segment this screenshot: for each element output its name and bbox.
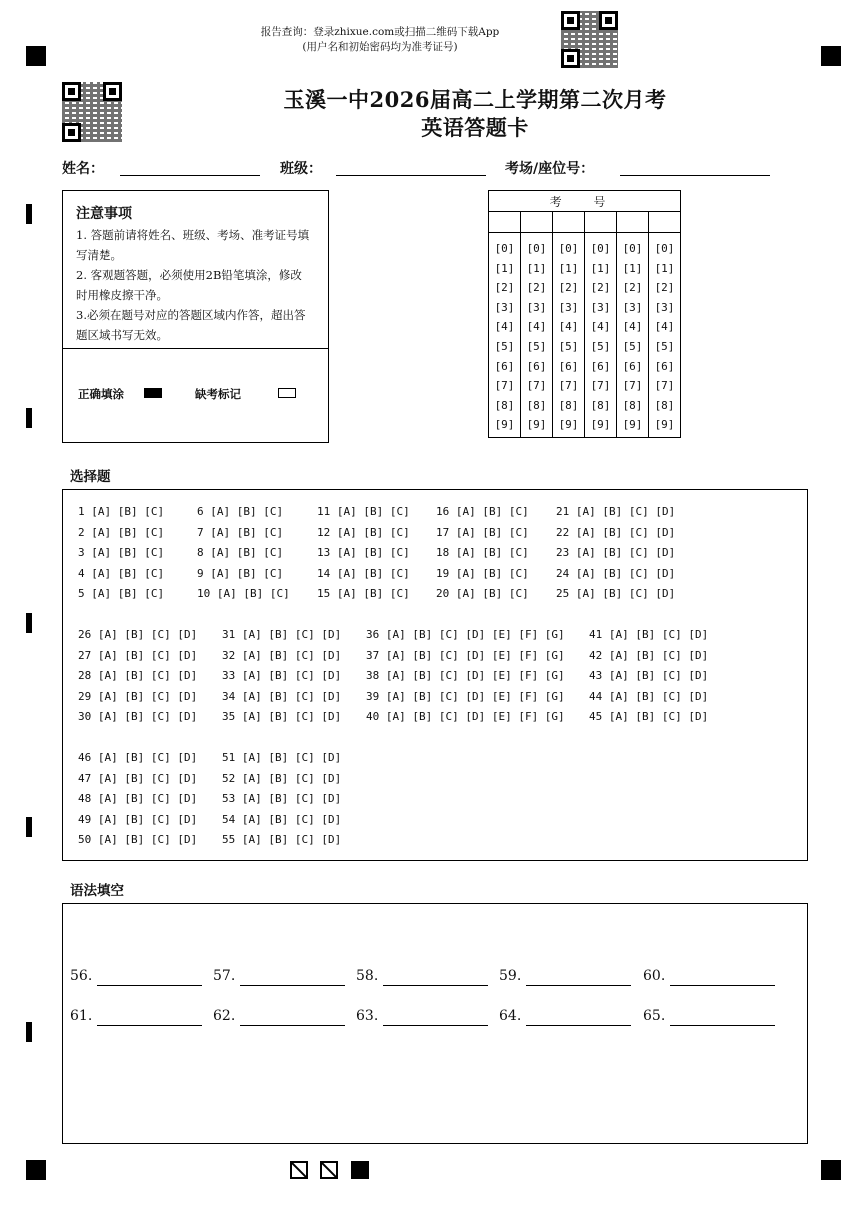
choice-question-row[interactable]: 6 [A] [B] [C] [197, 505, 284, 518]
grammar-item-number: 64. [499, 1008, 522, 1024]
exam-number-bubble[interactable]: [3] [622, 300, 643, 314]
grammar-item-number: 62. [213, 1008, 236, 1024]
timing-mark [26, 613, 32, 633]
choice-question-row[interactable]: 50 [A] [B] [C] [D] [78, 833, 198, 846]
exam-number-bubble[interactable]: [4] [654, 320, 675, 334]
exam-number-write-cell[interactable] [489, 212, 521, 233]
grammar-section-label: 语法填空 [70, 883, 124, 899]
exam-number-bubble[interactable]: [9] [590, 418, 611, 432]
exam-number-bubble[interactable]: [1] [622, 261, 643, 275]
grammar-blank-line[interactable] [240, 1025, 345, 1026]
choice-question-row[interactable]: 16 [A] [B] [C] [436, 505, 529, 518]
exam-number-bubble[interactable]: [2] [590, 281, 611, 295]
timing-mark [26, 204, 32, 224]
choice-question-row[interactable]: 18 [A] [B] [C] [436, 546, 529, 559]
choice-question-row[interactable]: 34 [A] [B] [C] [D] [222, 689, 342, 703]
name-label: 姓名： [62, 161, 104, 177]
corner-mark-top-left [26, 46, 46, 66]
choice-question-row[interactable]: 31 [A] [B] [C] [D] [222, 628, 342, 641]
choice-question-row[interactable]: 11 [A] [B] [C] [317, 505, 410, 518]
filled-box-mark [351, 1161, 369, 1179]
choice-column [222, 748, 341, 851]
choice-question-row[interactable]: 47 [A] [B] [C] [D] [78, 771, 198, 785]
exam-number-bubble[interactable]: [6] [654, 359, 675, 373]
exam-number-bubble[interactable]: [7] [526, 379, 547, 393]
choice-question-row[interactable]: 24 [A] [B] [C] [D] [556, 566, 676, 580]
grammar-item-number: 63. [356, 1008, 379, 1024]
correct-fill-label: 正确填涂 [78, 387, 124, 401]
exam-number-bubble[interactable]: [9] [526, 418, 547, 432]
choice-question-row[interactable]: 27 [A] [B] [C] [D] [78, 648, 198, 662]
exam-number-bubble[interactable]: [0] [526, 242, 547, 255]
exam-number-bubble[interactable]: [0] [622, 242, 643, 255]
exam-number-bubble[interactable]: [2] [558, 281, 579, 295]
choice-question-row[interactable]: 46 [A] [B] [C] [D] [78, 751, 198, 764]
absent-mark-box[interactable] [278, 388, 296, 398]
choice-question-row[interactable]: 41 [A] [B] [C] [D] [589, 628, 709, 641]
exam-number-bubble[interactable]: [4] [622, 320, 643, 334]
exam-number-bubble[interactable]: [1] [654, 261, 675, 275]
choice-question-row[interactable]: 21 [A] [B] [C] [D] [556, 505, 676, 518]
exam-number-bubble[interactable]: [7] [494, 379, 515, 393]
notes-item: 3.必须在题号对应的答题区域内作答，超出答题区域书写无效。 [76, 308, 306, 342]
timing-mark [26, 817, 32, 837]
choice-question-row[interactable]: 9 [A] [B] [C] [197, 566, 284, 580]
qr-code-student [62, 82, 122, 142]
exam-number-bubble[interactable]: [8] [494, 398, 515, 412]
choice-question-row[interactable]: 30 [A] [B] [C] [D] [78, 710, 198, 723]
exam-number-bubble[interactable]: [8] [622, 398, 643, 412]
choice-column [78, 748, 197, 851]
exam-number-bubble[interactable]: [0] [558, 242, 579, 255]
exam-number-digit-column [617, 233, 649, 438]
choice-question-row[interactable]: 42 [A] [B] [C] [D] [589, 648, 709, 662]
grammar-answer-area [62, 903, 808, 1144]
choice-question-row[interactable]: 32 [A] [B] [C] [D] [222, 648, 342, 662]
exam-number-bubble[interactable]: [2] [526, 281, 547, 295]
exam-number-bubble[interactable]: [0] [654, 242, 675, 255]
qr-code-app [561, 11, 618, 68]
choice-question-row[interactable]: 35 [A] [B] [C] [D] [222, 710, 342, 723]
exam-number-bubble[interactable]: [7] [590, 379, 611, 393]
choice-question-row[interactable]: 33 [A] [B] [C] [D] [222, 669, 342, 682]
report-query-note [230, 25, 530, 55]
exam-number-bubble[interactable]: [3] [654, 300, 675, 314]
exam-number-digit-column [585, 233, 617, 438]
exam-number-bubble[interactable]: [7] [654, 379, 675, 393]
timing-mark [26, 1022, 32, 1042]
choice-column [556, 502, 675, 605]
exam-number-write-cell[interactable] [617, 212, 649, 233]
choice-question-row[interactable]: 15 [A] [B] [C] [317, 587, 410, 600]
exam-number-write-cell[interactable] [649, 212, 681, 233]
absent-mark-label: 缺考标记 [195, 387, 241, 401]
exam-number-bubble[interactable]: [4] [558, 320, 579, 334]
exam-number-write-cell[interactable] [585, 212, 617, 233]
timing-mark [26, 408, 32, 428]
grammar-item-number: 57. [213, 968, 236, 984]
choice-question-row[interactable]: 4 [A] [B] [C] [78, 566, 165, 580]
grammar-blank-line[interactable] [240, 985, 345, 986]
grammar-item-number: 65. [643, 1008, 666, 1024]
exam-number-bubble[interactable]: [5] [590, 339, 611, 353]
exam-number-bubble[interactable]: [9] [622, 418, 643, 432]
notes-box [62, 190, 329, 443]
choice-question-row[interactable]: 1 [A] [B] [C] [78, 505, 165, 518]
notes-divider [63, 348, 328, 349]
exam-number-bubble[interactable]: [5] [622, 339, 643, 353]
choice-question-row[interactable]: 37 [A] [B] [C] [D] [E] [F] [G] [366, 648, 565, 662]
choice-question-row[interactable]: 14 [A] [B] [C] [317, 566, 410, 580]
choice-question-row[interactable]: 54 [A] [B] [C] [D] [222, 812, 342, 826]
exam-number-bubble[interactable]: [8] [654, 398, 675, 412]
exam-number-bubble[interactable]: [2] [654, 281, 675, 295]
choice-question-row[interactable]: 8 [A] [B] [C] [197, 546, 284, 559]
choice-question-row[interactable]: 20 [A] [B] [C] [436, 587, 529, 600]
grammar-blank-line[interactable] [97, 1025, 202, 1026]
exam-number-bubble[interactable]: [6] [622, 359, 643, 373]
choice-question-row[interactable]: 53 [A] [B] [C] [D] [222, 792, 342, 805]
choice-question-row[interactable]: 5 [A] [B] [C] [78, 587, 165, 600]
choice-question-row[interactable]: 55 [A] [B] [C] [D] [222, 833, 342, 846]
exam-number-bubble[interactable]: [8] [590, 398, 611, 412]
exam-number-bubble[interactable]: [9] [654, 418, 675, 432]
exam-number-bubble[interactable]: [1] [526, 261, 547, 275]
grammar-blank-line[interactable] [526, 1025, 631, 1026]
grammar-item-number: 58. [356, 968, 379, 984]
grammar-blank-line[interactable] [383, 1025, 488, 1026]
grammar-blank-line[interactable] [670, 985, 775, 986]
choice-column [317, 502, 410, 605]
exam-number-bubble[interactable]: [3] [558, 300, 579, 314]
exam-number-bubble[interactable]: [4] [494, 320, 515, 334]
choice-column [197, 502, 290, 605]
corner-mark-bottom-right [821, 1160, 841, 1180]
exam-number-bubble[interactable]: [2] [494, 281, 515, 295]
room-seat-label: 考场/座位号： [505, 161, 595, 177]
choice-question-row[interactable]: 40 [A] [B] [C] [D] [E] [F] [G] [366, 710, 565, 723]
exam-number-bubble[interactable]: [2] [622, 281, 643, 295]
choice-question-row[interactable]: 51 [A] [B] [C] [D] [222, 751, 342, 764]
choice-question-row[interactable]: 52 [A] [B] [C] [D] [222, 771, 342, 785]
exam-number-bubble[interactable]: [7] [558, 379, 579, 393]
choice-question-row[interactable]: 2 [A] [B] [C] [78, 525, 165, 539]
notes-item: 2. 客观题答题，必须使用2B铅笔填涂，修改时用橡皮擦干净。 [76, 268, 302, 302]
exam-number-bubble[interactable]: [1] [558, 261, 579, 275]
grammar-item-number: 61. [70, 1008, 93, 1024]
exam-number-bubble[interactable]: [6] [526, 359, 547, 373]
exam-number-bubble[interactable]: [6] [494, 359, 515, 373]
choice-question-row[interactable]: 49 [A] [B] [C] [D] [78, 812, 198, 826]
choice-question-row[interactable]: 22 [A] [B] [C] [D] [556, 525, 676, 539]
choice-question-row[interactable]: 13 [A] [B] [C] [317, 546, 410, 559]
choice-question-row[interactable]: 36 [A] [B] [C] [D] [E] [F] [G] [366, 628, 565, 641]
corner-mark-bottom-left [26, 1160, 46, 1180]
report-query-line: 报告查询：登录zhixue.com或扫描二维码下载App [260, 26, 500, 38]
crossed-box-mark [290, 1161, 308, 1179]
grammar-blank-line[interactable] [97, 985, 202, 986]
exam-title: 玉溪一中2026届高二上学期第二次月考 [283, 87, 667, 112]
choice-question-row[interactable]: 26 [A] [B] [C] [D] [78, 628, 198, 641]
password-hint-line: (用户名和初始密码均为准考证号) [302, 41, 458, 53]
exam-number-write-cell[interactable] [521, 212, 553, 233]
exam-number-bubble[interactable]: [4] [590, 320, 611, 334]
grammar-blank-line[interactable] [383, 985, 488, 986]
name-field[interactable] [120, 175, 260, 176]
choice-question-row[interactable]: 44 [A] [B] [C] [D] [589, 689, 709, 703]
exam-number-bubble[interactable]: [7] [622, 379, 643, 393]
exam-number-bubble[interactable]: [5] [558, 339, 579, 353]
choice-column [78, 625, 197, 728]
exam-number-bubble[interactable]: [8] [526, 398, 547, 412]
choice-column [436, 502, 529, 605]
exam-number-bubble[interactable]: [0] [590, 242, 611, 255]
exam-number-digit-column [521, 233, 553, 438]
notes-list [76, 225, 312, 345]
notes-item: 1. 答题前请将姓名、班级、考场、准考证号填写清楚。 [76, 228, 310, 262]
choice-question-row[interactable]: 43 [A] [B] [C] [D] [589, 669, 709, 682]
exam-number-bubble[interactable]: [9] [558, 418, 579, 432]
exam-number-digit-column [553, 233, 585, 438]
choice-question-row[interactable]: 29 [A] [B] [C] [D] [78, 689, 198, 703]
choice-question-row[interactable]: 38 [A] [B] [C] [D] [E] [F] [G] [366, 669, 565, 682]
choice-question-row[interactable]: 25 [A] [B] [C] [D] [556, 587, 676, 600]
class-label: 班级： [280, 161, 322, 177]
answer-sheet-title: 英语答题卡 [421, 115, 529, 140]
exam-number-grid [488, 190, 681, 438]
choice-question-row[interactable]: 23 [A] [B] [C] [D] [556, 546, 676, 559]
exam-number-bubble[interactable]: [3] [590, 300, 611, 314]
exam-number-bubble[interactable]: [5] [526, 339, 547, 353]
exam-number-digit-column [649, 233, 681, 438]
choice-question-row[interactable]: 28 [A] [B] [C] [D] [78, 669, 198, 682]
exam-number-bubble[interactable]: [6] [590, 359, 611, 373]
notes-heading: 注意事项 [76, 206, 132, 222]
exam-number-bubble[interactable]: [8] [558, 398, 579, 412]
exam-number-bubble[interactable]: [4] [526, 320, 547, 334]
exam-number-table [488, 190, 681, 438]
correct-fill-sample [144, 388, 162, 398]
choice-column [78, 502, 164, 605]
exam-number-bubble[interactable]: [1] [494, 261, 515, 275]
grammar-blank-line[interactable] [526, 985, 631, 986]
choice-question-row[interactable]: 10 [A] [B] [C] [197, 587, 290, 600]
choice-question-row[interactable]: 45 [A] [B] [C] [D] [589, 710, 709, 723]
exam-number-title: 考 号 [489, 191, 681, 212]
exam-number-bubble[interactable]: [5] [654, 339, 675, 353]
choice-question-row[interactable]: 12 [A] [B] [C] [317, 525, 410, 539]
grammar-item-number: 56. [70, 968, 93, 984]
choice-column [366, 625, 565, 728]
choice-question-row[interactable]: 7 [A] [B] [C] [197, 525, 284, 539]
grammar-item-number: 59. [499, 968, 522, 984]
grammar-blank-line[interactable] [670, 1025, 775, 1026]
exam-number-bubble[interactable]: [3] [494, 300, 515, 314]
choice-question-row[interactable]: 48 [A] [B] [C] [D] [78, 792, 198, 805]
exam-number-bubble[interactable]: [6] [558, 359, 579, 373]
choice-question-row[interactable]: 17 [A] [B] [C] [436, 525, 529, 539]
exam-number-bubble[interactable]: [3] [526, 300, 547, 314]
exam-number-write-cell[interactable] [553, 212, 585, 233]
choice-column [222, 625, 341, 728]
corner-mark-top-right [821, 46, 841, 66]
room-seat-field[interactable] [620, 175, 770, 176]
choice-column [589, 625, 708, 728]
exam-number-bubble[interactable]: [9] [494, 418, 515, 432]
choice-question-row[interactable]: 39 [A] [B] [C] [D] [E] [F] [G] [366, 689, 565, 703]
exam-number-bubble[interactable]: [5] [494, 339, 515, 353]
choice-question-row[interactable]: 19 [A] [B] [C] [436, 566, 529, 580]
exam-number-bubble[interactable]: [1] [590, 261, 611, 275]
choice-answer-area [62, 489, 808, 861]
crossed-box-mark [320, 1161, 338, 1179]
choice-question-row[interactable]: 3 [A] [B] [C] [78, 546, 165, 559]
grammar-item-number: 60. [643, 968, 666, 984]
choice-section-label: 选择题 [70, 469, 111, 485]
class-field[interactable] [336, 175, 486, 176]
exam-number-bubble[interactable]: [0] [494, 242, 515, 255]
exam-number-digit-column [489, 233, 521, 438]
